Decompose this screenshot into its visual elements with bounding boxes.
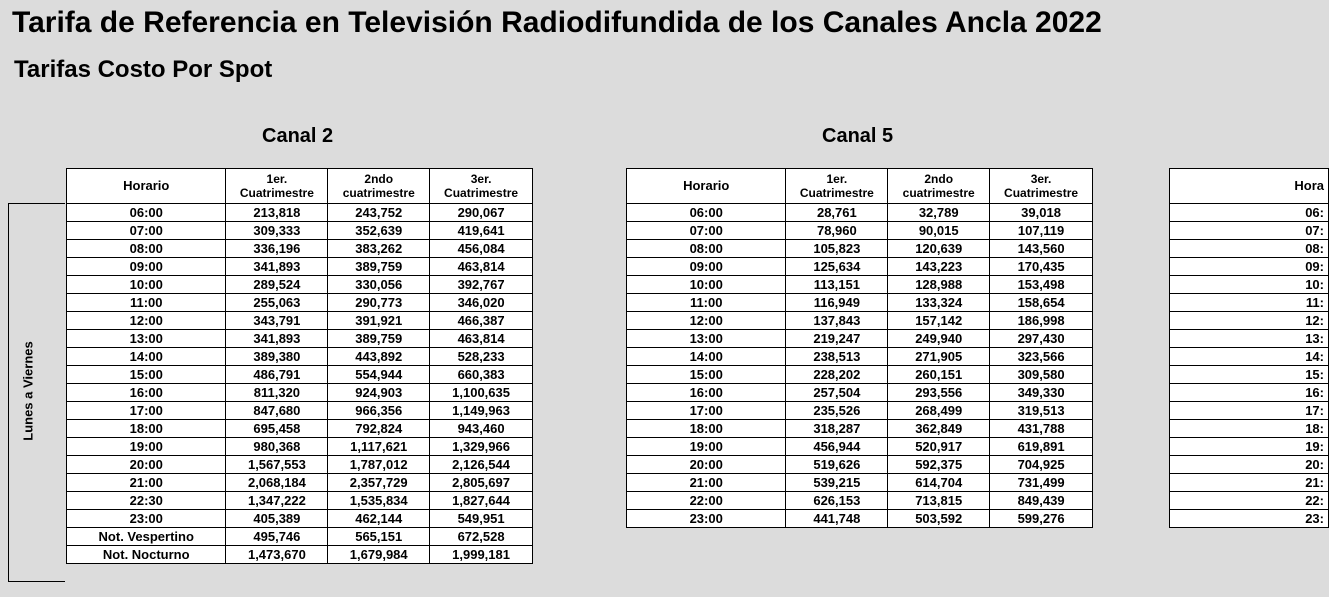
cuatrimestre-2-cell: 157,142 <box>888 312 990 330</box>
horario-cell: 11: <box>1170 294 1329 312</box>
canal-5-table <box>626 168 1093 528</box>
table-row <box>627 510 1093 528</box>
table-row <box>67 330 533 348</box>
horario-cell: 18: <box>1170 420 1329 438</box>
cuatrimestre-3-cell: 323,566 <box>990 348 1093 366</box>
cuatrimestre-2-cell: 243,752 <box>328 204 430 222</box>
horario-cell: 21:00 <box>627 474 786 492</box>
header-c1-line1: 1er. <box>266 172 288 186</box>
table-row <box>67 222 533 240</box>
horario-cell: 10: <box>1170 276 1329 294</box>
horario-cell: Not. Vespertino <box>67 528 226 546</box>
horario-cell: 13: <box>1170 330 1329 348</box>
table-row <box>627 420 1093 438</box>
cuatrimestre-1-cell: 228,202 <box>786 366 888 384</box>
horario-cell: 09:00 <box>67 258 226 276</box>
table-row <box>1170 492 1329 510</box>
table-row <box>67 312 533 330</box>
page-subtitle: Tarifas Costo Por Spot <box>14 56 273 83</box>
cuatrimestre-2-cell: 143,223 <box>888 258 990 276</box>
cuatrimestre-1-cell: 289,524 <box>226 276 328 294</box>
partial-table-clip <box>1169 168 1324 544</box>
table-row <box>67 510 533 528</box>
cuatrimestre-3-cell: 431,788 <box>990 420 1093 438</box>
table-row <box>67 420 533 438</box>
header-c2-line2: cuatrimestre <box>902 186 975 200</box>
horario-cell: 08:00 <box>67 240 226 258</box>
horario-cell: 17: <box>1170 402 1329 420</box>
cuatrimestre-3-cell: 349,330 <box>990 384 1093 402</box>
cuatrimestre-1-cell: 341,893 <box>226 258 328 276</box>
cuatrimestre-1-cell: 113,151 <box>786 276 888 294</box>
cuatrimestre-3-cell: 419,641 <box>430 222 533 240</box>
cuatrimestre-3-cell: 153,498 <box>990 276 1093 294</box>
cuatrimestre-2-cell: 391,921 <box>328 312 430 330</box>
cuatrimestre-3-cell: 731,499 <box>990 474 1093 492</box>
table-row <box>627 330 1093 348</box>
cuatrimestre-2-cell: 462,144 <box>328 510 430 528</box>
header-cuatrimestre-2 <box>888 169 990 204</box>
table-header-row <box>67 169 533 204</box>
cuatrimestre-3-cell: 39,018 <box>990 204 1093 222</box>
day-group-bracket <box>8 203 65 582</box>
table-row <box>67 366 533 384</box>
table-row <box>1170 204 1329 222</box>
horario-cell: 09:00 <box>627 258 786 276</box>
horario-cell: 13:00 <box>67 330 226 348</box>
partial-table <box>1169 168 1329 528</box>
cuatrimestre-1-cell: 695,458 <box>226 420 328 438</box>
cuatrimestre-1-cell: 456,944 <box>786 438 888 456</box>
cuatrimestre-1-cell: 125,634 <box>786 258 888 276</box>
table-row <box>67 528 533 546</box>
table-row <box>67 438 533 456</box>
horario-cell: 20:00 <box>627 456 786 474</box>
cuatrimestre-2-cell: 1,679,984 <box>328 546 430 564</box>
cuatrimestre-1-cell: 389,380 <box>226 348 328 366</box>
header-cuatrimestre-1 <box>786 169 888 204</box>
table-row <box>627 348 1093 366</box>
cuatrimestre-2-cell: 389,759 <box>328 330 430 348</box>
horario-cell: 10:00 <box>67 276 226 294</box>
header-c3-line2: Cuatrimestre <box>1004 186 1079 200</box>
canal-2-table <box>66 168 533 564</box>
horario-cell: 18:00 <box>627 420 786 438</box>
horario-cell: Not. Nocturno <box>67 546 226 564</box>
cuatrimestre-3-cell: 2,805,697 <box>430 474 533 492</box>
horario-cell: 07:00 <box>627 222 786 240</box>
cuatrimestre-1-cell: 137,843 <box>786 312 888 330</box>
cuatrimestre-3-cell: 466,387 <box>430 312 533 330</box>
header-c3-line1: 3er. <box>470 172 492 186</box>
table-row <box>1170 294 1329 312</box>
cuatrimestre-1-cell: 811,320 <box>226 384 328 402</box>
table-row <box>1170 474 1329 492</box>
table-row <box>1170 366 1329 384</box>
header-c2-line1: 2ndo <box>924 172 954 186</box>
table-row <box>67 204 533 222</box>
horario-cell: 15:00 <box>627 366 786 384</box>
cuatrimestre-2-cell: 362,849 <box>888 420 990 438</box>
cuatrimestre-1-cell: 318,287 <box>786 420 888 438</box>
cuatrimestre-2-cell: 1,117,621 <box>328 438 430 456</box>
header-horario: Horario <box>67 169 226 204</box>
cuatrimestre-2-cell: 389,759 <box>328 258 430 276</box>
horario-cell: 19:00 <box>67 438 226 456</box>
cuatrimestre-2-cell: 133,324 <box>888 294 990 312</box>
cuatrimestre-1-cell: 980,368 <box>226 438 328 456</box>
cuatrimestre-3-cell: 143,560 <box>990 240 1093 258</box>
cuatrimestre-1-cell: 238,513 <box>786 348 888 366</box>
horario-cell: 15: <box>1170 366 1329 384</box>
table-row <box>627 474 1093 492</box>
table-row <box>1170 240 1329 258</box>
horario-cell: 21:00 <box>67 474 226 492</box>
cuatrimestre-1-cell: 28,761 <box>786 204 888 222</box>
cuatrimestre-2-cell: 520,917 <box>888 438 990 456</box>
table-header-row <box>1170 169 1329 204</box>
table-row <box>1170 276 1329 294</box>
horario-cell: 07:00 <box>67 222 226 240</box>
cuatrimestre-2-cell: 90,015 <box>888 222 990 240</box>
cuatrimestre-2-cell: 443,892 <box>328 348 430 366</box>
horario-cell: 16:00 <box>627 384 786 402</box>
header-horario: Horario <box>627 169 786 204</box>
cuatrimestre-2-cell: 924,903 <box>328 384 430 402</box>
cuatrimestre-2-cell: 592,375 <box>888 456 990 474</box>
table-row <box>67 258 533 276</box>
cuatrimestre-2-cell: 1,787,012 <box>328 456 430 474</box>
horario-cell: 18:00 <box>67 420 226 438</box>
cuatrimestre-2-cell: 290,773 <box>328 294 430 312</box>
cuatrimestre-2-cell: 614,704 <box>888 474 990 492</box>
horario-cell: 17:00 <box>627 402 786 420</box>
cuatrimestre-2-cell: 792,824 <box>328 420 430 438</box>
cuatrimestre-3-cell: 672,528 <box>430 528 533 546</box>
cuatrimestre-2-cell: 120,639 <box>888 240 990 258</box>
cuatrimestre-3-cell: 186,998 <box>990 312 1093 330</box>
cuatrimestre-3-cell: 660,383 <box>430 366 533 384</box>
canal-5-title: Canal 5 <box>822 125 894 147</box>
table-row <box>67 402 533 420</box>
horario-cell: 23:00 <box>67 510 226 528</box>
table-row <box>1170 222 1329 240</box>
cuatrimestre-2-cell: 565,151 <box>328 528 430 546</box>
table-row <box>67 474 533 492</box>
cuatrimestre-2-cell: 128,988 <box>888 276 990 294</box>
cuatrimestre-3-cell: 170,435 <box>990 258 1093 276</box>
table-row <box>67 348 533 366</box>
cuatrimestre-2-cell: 383,262 <box>328 240 430 258</box>
header-c3-line2: Cuatrimestre <box>444 186 519 200</box>
horario-cell: 07: <box>1170 222 1329 240</box>
table-row <box>1170 438 1329 456</box>
table-row <box>627 384 1093 402</box>
horario-cell: 14:00 <box>627 348 786 366</box>
horario-cell: 06: <box>1170 204 1329 222</box>
cuatrimestre-1-cell: 495,746 <box>226 528 328 546</box>
header-c2-line2: cuatrimestre <box>342 186 415 200</box>
cuatrimestre-2-cell: 2,357,729 <box>328 474 430 492</box>
cuatrimestre-3-cell: 1,999,181 <box>430 546 533 564</box>
horario-cell: 10:00 <box>627 276 786 294</box>
header-cuatrimestre-2 <box>328 169 430 204</box>
cuatrimestre-3-cell: 619,891 <box>990 438 1093 456</box>
header-c2-line1: 2ndo <box>364 172 394 186</box>
horario-cell: 22:30 <box>67 492 226 510</box>
table-row <box>67 456 533 474</box>
cuatrimestre-1-cell: 78,960 <box>786 222 888 240</box>
cuatrimestre-1-cell: 309,333 <box>226 222 328 240</box>
cuatrimestre-3-cell: 463,814 <box>430 330 533 348</box>
cuatrimestre-2-cell: 554,944 <box>328 366 430 384</box>
horario-cell: 16: <box>1170 384 1329 402</box>
cuatrimestre-3-cell: 319,513 <box>990 402 1093 420</box>
table-row <box>1170 330 1329 348</box>
table-row <box>1170 420 1329 438</box>
canal-2-title: Canal 2 <box>262 125 334 147</box>
horario-cell: 08:00 <box>627 240 786 258</box>
cuatrimestre-1-cell: 343,791 <box>226 312 328 330</box>
horario-cell: 14:00 <box>67 348 226 366</box>
cuatrimestre-1-cell: 116,949 <box>786 294 888 312</box>
horario-cell: 17:00 <box>67 402 226 420</box>
table-row <box>67 240 533 258</box>
cuatrimestre-3-cell: 107,119 <box>990 222 1093 240</box>
table-row <box>627 456 1093 474</box>
horario-cell: 14: <box>1170 348 1329 366</box>
cuatrimestre-2-cell: 713,815 <box>888 492 990 510</box>
cuatrimestre-1-cell: 405,389 <box>226 510 328 528</box>
header-cuatrimestre-1 <box>226 169 328 204</box>
horario-cell: 23: <box>1170 510 1329 528</box>
header-c1-line1: 1er. <box>826 172 848 186</box>
cuatrimestre-1-cell: 1,567,553 <box>226 456 328 474</box>
cuatrimestre-2-cell: 260,151 <box>888 366 990 384</box>
table-row <box>627 204 1093 222</box>
table-row <box>627 258 1093 276</box>
horario-cell: 09: <box>1170 258 1329 276</box>
table-row <box>1170 456 1329 474</box>
horario-cell: 11:00 <box>67 294 226 312</box>
cuatrimestre-2-cell: 293,556 <box>888 384 990 402</box>
table-row <box>67 492 533 510</box>
cuatrimestre-3-cell: 528,233 <box>430 348 533 366</box>
cuatrimestre-3-cell: 1,100,635 <box>430 384 533 402</box>
table-row <box>1170 402 1329 420</box>
cuatrimestre-1-cell: 235,526 <box>786 402 888 420</box>
cuatrimestre-3-cell: 849,439 <box>990 492 1093 510</box>
cuatrimestre-1-cell: 441,748 <box>786 510 888 528</box>
horario-cell: 22:00 <box>627 492 786 510</box>
cuatrimestre-2-cell: 352,639 <box>328 222 430 240</box>
cuatrimestre-1-cell: 255,063 <box>226 294 328 312</box>
cuatrimestre-1-cell: 539,215 <box>786 474 888 492</box>
table-row <box>1170 384 1329 402</box>
table-row <box>627 366 1093 384</box>
cuatrimestre-3-cell: 704,925 <box>990 456 1093 474</box>
cuatrimestre-2-cell: 330,056 <box>328 276 430 294</box>
table-row <box>67 294 533 312</box>
cuatrimestre-2-cell: 966,356 <box>328 402 430 420</box>
header-horario: Hora <box>1170 169 1329 204</box>
table-row <box>67 546 533 564</box>
horario-cell: 11:00 <box>627 294 786 312</box>
cuatrimestre-3-cell: 290,067 <box>430 204 533 222</box>
cuatrimestre-1-cell: 341,893 <box>226 330 328 348</box>
horario-cell: 12: <box>1170 312 1329 330</box>
cuatrimestre-2-cell: 503,592 <box>888 510 990 528</box>
cuatrimestre-2-cell: 249,940 <box>888 330 990 348</box>
header-c1-line2: Cuatrimestre <box>799 186 874 200</box>
horario-cell: 13:00 <box>627 330 786 348</box>
horario-cell: 23:00 <box>627 510 786 528</box>
table-row <box>627 312 1093 330</box>
horario-cell: 08: <box>1170 240 1329 258</box>
table-header-row <box>627 169 1093 204</box>
cuatrimestre-1-cell: 486,791 <box>226 366 328 384</box>
table-row <box>1170 348 1329 366</box>
cuatrimestre-1-cell: 336,196 <box>226 240 328 258</box>
cuatrimestre-3-cell: 2,126,544 <box>430 456 533 474</box>
table-row <box>627 402 1093 420</box>
horario-cell: 19: <box>1170 438 1329 456</box>
table-row <box>627 492 1093 510</box>
header-c1-line2: Cuatrimestre <box>239 186 314 200</box>
table-row <box>1170 258 1329 276</box>
table-row <box>627 240 1093 258</box>
table-row <box>627 276 1093 294</box>
cuatrimestre-3-cell: 1,827,644 <box>430 492 533 510</box>
horario-cell: 22: <box>1170 492 1329 510</box>
header-cuatrimestre-3 <box>430 169 533 204</box>
horario-cell: 20: <box>1170 456 1329 474</box>
cuatrimestre-1-cell: 1,473,670 <box>226 546 328 564</box>
cuatrimestre-2-cell: 271,905 <box>888 348 990 366</box>
cuatrimestre-3-cell: 1,149,963 <box>430 402 533 420</box>
cuatrimestre-1-cell: 1,347,222 <box>226 492 328 510</box>
horario-cell: 16:00 <box>67 384 226 402</box>
table-row <box>1170 510 1329 528</box>
cuatrimestre-1-cell: 219,247 <box>786 330 888 348</box>
horario-cell: 20:00 <box>67 456 226 474</box>
cuatrimestre-3-cell: 309,580 <box>990 366 1093 384</box>
horario-cell: 06:00 <box>67 204 226 222</box>
header-cuatrimestre-3 <box>990 169 1093 204</box>
cuatrimestre-3-cell: 158,654 <box>990 294 1093 312</box>
cuatrimestre-2-cell: 268,499 <box>888 402 990 420</box>
cuatrimestre-3-cell: 297,430 <box>990 330 1093 348</box>
table-row <box>627 294 1093 312</box>
table-row <box>627 222 1093 240</box>
cuatrimestre-3-cell: 599,276 <box>990 510 1093 528</box>
cuatrimestre-1-cell: 847,680 <box>226 402 328 420</box>
cuatrimestre-1-cell: 257,504 <box>786 384 888 402</box>
horario-cell: 12:00 <box>67 312 226 330</box>
header-c3-line1: 3er. <box>1030 172 1052 186</box>
cuatrimestre-3-cell: 549,951 <box>430 510 533 528</box>
horario-cell: 21: <box>1170 474 1329 492</box>
page-title: Tarifa de Referencia en Televisión Radiodifundida de los Canales Ancla 2022 <box>12 6 1102 39</box>
cuatrimestre-3-cell: 392,767 <box>430 276 533 294</box>
cuatrimestre-1-cell: 213,818 <box>226 204 328 222</box>
cuatrimestre-1-cell: 105,823 <box>786 240 888 258</box>
cuatrimestre-3-cell: 1,329,966 <box>430 438 533 456</box>
cuatrimestre-1-cell: 626,153 <box>786 492 888 510</box>
horario-cell: 06:00 <box>627 204 786 222</box>
horario-cell: 19:00 <box>627 438 786 456</box>
cuatrimestre-3-cell: 456,084 <box>430 240 533 258</box>
day-group-label: Lunes a Viernes <box>20 341 36 441</box>
cuatrimestre-3-cell: 346,020 <box>430 294 533 312</box>
horario-cell: 15:00 <box>67 366 226 384</box>
cuatrimestre-2-cell: 32,789 <box>888 204 990 222</box>
cuatrimestre-2-cell: 1,535,834 <box>328 492 430 510</box>
table-row <box>627 438 1093 456</box>
table-row <box>67 276 533 294</box>
table-row <box>1170 312 1329 330</box>
table-row <box>67 384 533 402</box>
cuatrimestre-1-cell: 2,068,184 <box>226 474 328 492</box>
cuatrimestre-3-cell: 943,460 <box>430 420 533 438</box>
cuatrimestre-1-cell: 519,626 <box>786 456 888 474</box>
horario-cell: 12:00 <box>627 312 786 330</box>
cuatrimestre-3-cell: 463,814 <box>430 258 533 276</box>
